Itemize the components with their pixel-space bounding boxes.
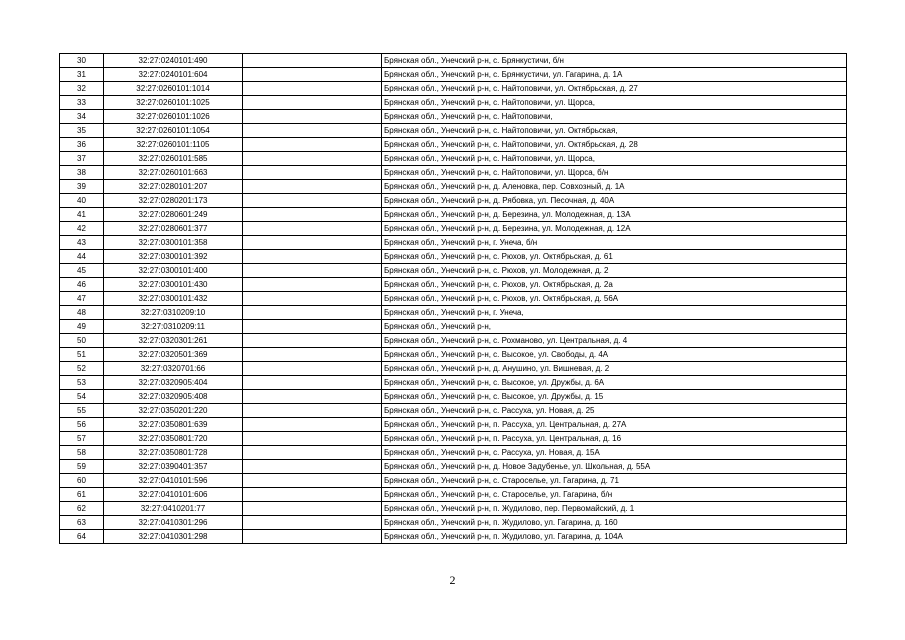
row-number: 44 [60,250,104,264]
empty-cell [243,460,382,474]
address: Брянская обл., Унечский р-н, с. Рюхов, ул. Октябрьская, д. 61 [382,250,847,264]
empty-cell [243,334,382,348]
address: Брянская обл., Унечский р-н, с. Брянкустичи, б/н [382,54,847,68]
address: Брянская обл., Унечский р-н, п. Жудилово, пер. Первомайский, д. 1 [382,502,847,516]
cadastral-number: 32:27:0410101:606 [104,488,243,502]
row-number: 49 [60,320,104,334]
address: Брянская обл., Унечский р-н, с. Найтоповичи, ул. Октябрьская, [382,124,847,138]
row-number: 33 [60,96,104,110]
table-row [60,334,847,348]
row-number: 31 [60,68,104,82]
row-number: 42 [60,222,104,236]
empty-cell [243,82,382,96]
address: Брянская обл., Унечский р-н, с. Рассуха, ул. Новая, д. 25 [382,404,847,418]
row-number: 34 [60,110,104,124]
table-row [60,166,847,180]
address: Брянская обл., Унечский р-н, п. Жудилово, ул. Гагарина, д. 160 [382,516,847,530]
table-row [60,530,847,544]
table-row [60,222,847,236]
table-row [60,124,847,138]
cadastral-number: 32:27:0320701:66 [104,362,243,376]
empty-cell [243,110,382,124]
address: Брянская обл., Унечский р-н, с. Найтоповичи, ул. Щорса, б/н [382,166,847,180]
row-number: 39 [60,180,104,194]
empty-cell [243,68,382,82]
table-row [60,250,847,264]
cadastral-number: 32:27:0410101:596 [104,474,243,488]
address: Брянская обл., Унечский р-н, д. Березина, ул. Молодежная, д. 13А [382,208,847,222]
row-number: 64 [60,530,104,544]
cadastral-number: 32:27:0320905:404 [104,376,243,390]
empty-cell [243,390,382,404]
row-number: 63 [60,516,104,530]
address: Брянская обл., Унечский р-н, с. Найтоповичи, [382,110,847,124]
cadastral-number: 32:27:0320301:261 [104,334,243,348]
row-number: 54 [60,390,104,404]
cadastral-number: 32:27:0300101:400 [104,264,243,278]
table-row [60,54,847,68]
row-number: 43 [60,236,104,250]
cadastral-number: 32:27:0260101:585 [104,152,243,166]
address: Брянская обл., Унечский р-н, с. Высокое, ул. Дружбы, д. 15 [382,390,847,404]
row-number: 41 [60,208,104,222]
empty-cell [243,138,382,152]
address: Брянская обл., Унечский р-н, д. Березина, ул. Молодежная, д. 12А [382,222,847,236]
cadastral-number: 32:27:0310209:10 [104,306,243,320]
table-row [60,96,847,110]
empty-cell [243,502,382,516]
row-number: 56 [60,418,104,432]
table-row [60,208,847,222]
table-row [60,68,847,82]
address: Брянская обл., Унечский р-н, с. Староселье, ул. Гагарина, б/н [382,488,847,502]
table-row [60,362,847,376]
address: Брянская обл., Унечский р-н, с. Рюхов, ул. Октябрьская, д. 56А [382,292,847,306]
row-number: 62 [60,502,104,516]
empty-cell [243,432,382,446]
address: Брянская обл., Унечский р-н, с. Найтоповичи, ул. Октябрьская, д. 27 [382,82,847,96]
cadastral-number: 32:27:0350201:220 [104,404,243,418]
table-row [60,194,847,208]
row-number: 60 [60,474,104,488]
address: Брянская обл., Унечский р-н, д. Аленовка, пер. Совхозный, д. 1А [382,180,847,194]
address: Брянская обл., Унечский р-н, г. Унеча, б/н [382,236,847,250]
address: Брянская обл., Унечский р-н, п. Рассуха, ул. Центральная, д. 27А [382,418,847,432]
cadastral-number: 32:27:0280601:249 [104,208,243,222]
cadastral-number: 32:27:0280101:207 [104,180,243,194]
address: Брянская обл., Унечский р-н, с. Рассуха, ул. Новая, д. 15А [382,446,847,460]
cadastral-number: 32:27:0320501:369 [104,348,243,362]
empty-cell [243,446,382,460]
address: Брянская обл., Унечский р-н, д. Анушино, ул. Вишневая, д. 2 [382,362,847,376]
table-body [60,54,847,544]
row-number: 32 [60,82,104,96]
address: Брянская обл., Унечский р-н, г. Унеча, [382,306,847,320]
cadastral-number: 32:27:0350801:728 [104,446,243,460]
table-row [60,292,847,306]
table-row [60,348,847,362]
empty-cell [243,320,382,334]
address: Брянская обл., Унечский р-н, с. Брянкустичи, ул. Гагарина, д. 1А [382,68,847,82]
empty-cell [243,124,382,138]
row-number: 58 [60,446,104,460]
cadastral-number: 32:27:0240101:490 [104,54,243,68]
row-number: 57 [60,432,104,446]
empty-cell [243,362,382,376]
cadastral-number: 32:27:0260101:1025 [104,96,243,110]
table-row [60,236,847,250]
empty-cell [243,488,382,502]
table-row [60,320,847,334]
row-number: 50 [60,334,104,348]
address: Брянская обл., Унечский р-н, с. Высокое, ул. Дружбы, д. 6А [382,376,847,390]
address: Брянская обл., Унечский р-н, с. Рохманово, ул. Центральная, д. 4 [382,334,847,348]
cadastral-number: 32:27:0260101:663 [104,166,243,180]
empty-cell [243,264,382,278]
empty-cell [243,236,382,250]
table-row [60,110,847,124]
cadastral-number: 32:27:0300101:430 [104,278,243,292]
empty-cell [243,208,382,222]
empty-cell [243,376,382,390]
table-row [60,278,847,292]
row-number: 51 [60,348,104,362]
address: Брянская обл., Унечский р-н, с. Рюхов, ул. Молодежная, д. 2 [382,264,847,278]
table-row [60,264,847,278]
address: Брянская обл., Унечский р-н, с. Высокое, ул. Свободы, д. 4А [382,348,847,362]
address: Брянская обл., Унечский р-н, с. Староселье, ул. Гагарина, д. 71 [382,474,847,488]
empty-cell [243,306,382,320]
cadastral-number: 32:27:0260101:1026 [104,110,243,124]
row-number: 61 [60,488,104,502]
row-number: 38 [60,166,104,180]
empty-cell [243,418,382,432]
address: Брянская обл., Унечский р-н, с. Рюхов, ул. Октябрьская, д. 2а [382,278,847,292]
address: Брянская обл., Унечский р-н, с. Найтоповичи, ул. Щорса, [382,96,847,110]
row-number: 52 [60,362,104,376]
empty-cell [243,474,382,488]
cadastral-number: 32:27:0280601:377 [104,222,243,236]
address: Брянская обл., Унечский р-н, [382,320,847,334]
table-row [60,502,847,516]
empty-cell [243,404,382,418]
table-row [60,138,847,152]
table-row [60,404,847,418]
table-row [60,460,847,474]
row-number: 37 [60,152,104,166]
empty-cell [243,348,382,362]
row-number: 30 [60,54,104,68]
table-row [60,390,847,404]
cadastral-number: 32:27:0320905:408 [104,390,243,404]
page-number: 2 [449,573,456,587]
cadastral-number: 32:27:0410301:298 [104,530,243,544]
table-row [60,516,847,530]
empty-cell [243,292,382,306]
table-row [60,446,847,460]
cadastral-number: 32:27:0300101:432 [104,292,243,306]
address: Брянская обл., Унечский р-н, д. Рябовка, ул. Песочная, д. 40А [382,194,847,208]
row-number: 45 [60,264,104,278]
empty-cell [243,516,382,530]
address: Брянская обл., Унечский р-н, д. Новое Задубенье, ул. Школьная, д. 55А [382,460,847,474]
table-row [60,432,847,446]
row-number: 47 [60,292,104,306]
cadastral-number: 32:27:0350801:639 [104,418,243,432]
empty-cell [243,180,382,194]
empty-cell [243,530,382,544]
empty-cell [243,278,382,292]
row-number: 48 [60,306,104,320]
cadastral-number: 32:27:0410201:77 [104,502,243,516]
table-row [60,488,847,502]
table-row [60,82,847,96]
row-number: 53 [60,376,104,390]
cadastral-number: 32:27:0300101:392 [104,250,243,264]
table-row [60,152,847,166]
row-number: 55 [60,404,104,418]
address: Брянская обл., Унечский р-н, п. Рассуха, ул. Центральная, д. 16 [382,432,847,446]
row-number: 36 [60,138,104,152]
cadastral-number: 32:27:0410301:296 [104,516,243,530]
address: Брянская обл., Унечский р-н, с. Найтоповичи, ул. Октябрьская, д. 28 [382,138,847,152]
cadastral-number: 32:27:0260101:1054 [104,124,243,138]
row-number: 59 [60,460,104,474]
address: Брянская обл., Унечский р-н, п. Жудилово, ул. Гагарина, д. 104А [382,530,847,544]
row-number: 35 [60,124,104,138]
table-row [60,180,847,194]
cadastral-number: 32:27:0260101:1105 [104,138,243,152]
table-row [60,418,847,432]
empty-cell [243,194,382,208]
empty-cell [243,96,382,110]
table-row [60,376,847,390]
table-row [60,306,847,320]
cadastral-number: 32:27:0390401:357 [104,460,243,474]
row-number: 46 [60,278,104,292]
empty-cell [243,152,382,166]
cadastral-number: 32:27:0240101:604 [104,68,243,82]
empty-cell [243,166,382,180]
property-table [59,53,847,544]
empty-cell [243,250,382,264]
address: Брянская обл., Унечский р-н, с. Найтоповичи, ул. Щорса, [382,152,847,166]
table-row [60,474,847,488]
cadastral-number: 32:27:0310209:11 [104,320,243,334]
empty-cell [243,222,382,236]
cadastral-number: 32:27:0350801:720 [104,432,243,446]
cadastral-number: 32:27:0260101:1014 [104,82,243,96]
cadastral-number: 32:27:0280201:173 [104,194,243,208]
empty-cell [243,54,382,68]
row-number: 40 [60,194,104,208]
cadastral-number: 32:27:0300101:358 [104,236,243,250]
